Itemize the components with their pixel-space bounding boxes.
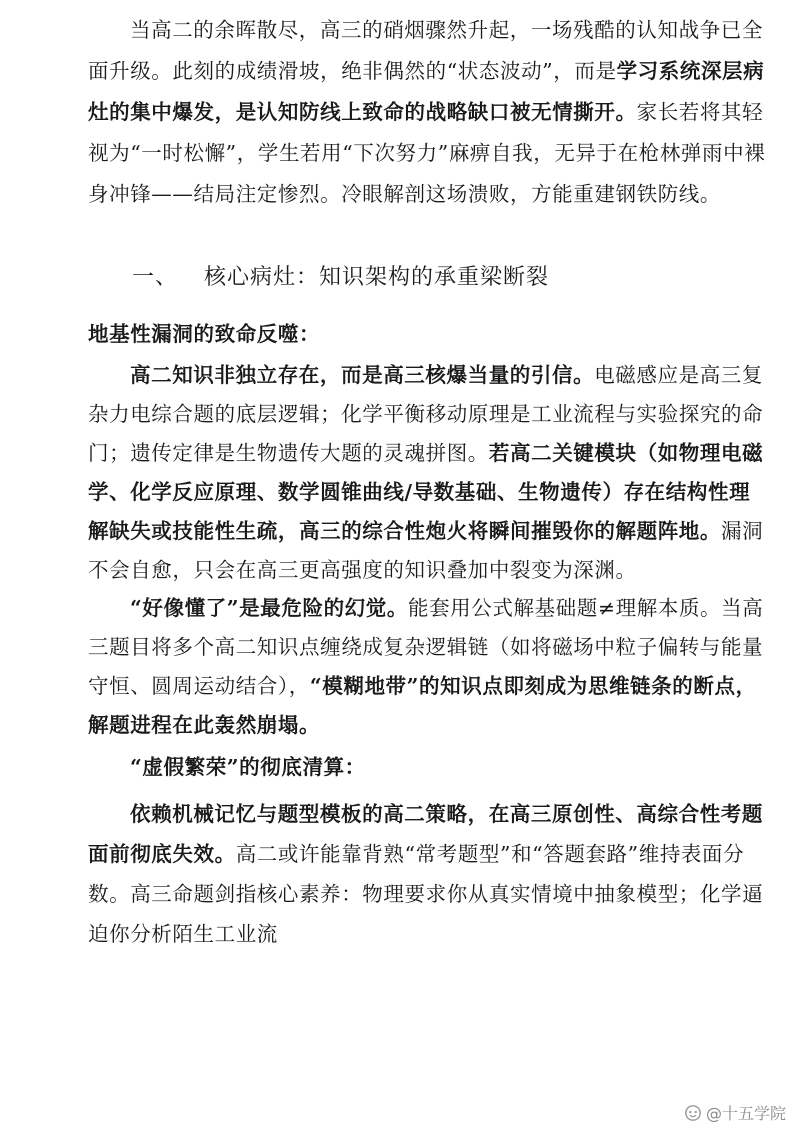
p1-text-1: 电磁感应是高三复杂力电综合题的底层逻辑；化学平衡移动原理是工业流程与实验探究的命门；遗传定律是生物遗传大题的灵魂拼图。 xyxy=(88,362,764,465)
paragraph-3 xyxy=(88,795,768,955)
p1-bold-1: 高二知识非独立存在，而是高三核爆当量的引信。 xyxy=(130,362,595,387)
zhihu-logo-icon xyxy=(684,1104,702,1122)
body-block-1 xyxy=(88,318,768,955)
intro-text-2: 家长若将其轻视为“一时松懈”，学生若用“下次努力”麻痹自我，无异于在枪林弹雨中裸身冲锋——结局注定惨烈。冷眼解剖这场溃败，方能重建钢铁防线。 xyxy=(88,100,766,206)
paragraph-1 xyxy=(88,356,768,590)
intro-block xyxy=(88,10,768,215)
p2-bold-1: “好像懂了”是最危险的幻觉。 xyxy=(130,596,408,621)
paragraph-2 xyxy=(88,589,768,745)
section-number: 一、 xyxy=(132,265,179,290)
watermark-text: @十五学院 xyxy=(705,1104,786,1123)
subheading-2: “虚假繁荣”的彻底清算： xyxy=(130,755,366,780)
intro-paragraph xyxy=(88,10,768,215)
p3-text-1: 高二或许能靠背熟“常考题型”和“答题套路”维持表面分数。高三命题剑指核心素养：物理要求你从真实情境中抽象模型；化学逼迫你分析陌生工业流 xyxy=(88,841,764,946)
intro-text-1: 当高二的余晖散尽，高三的硝烟骤然升起，一场残酷的认知战争已全面升级。此刻的成绩滑坡，绝非偶然的“状态波动”，而是 xyxy=(88,18,763,83)
subheading-1: 地基性漏洞的致命反噬： xyxy=(88,322,321,346)
intro-bold-1: 学习系统深层病灶的集中爆发，是认知防线上致命的战略缺口被无情撕开。 xyxy=(88,59,765,124)
p2-text-1: 能套用公式解基础题≠理解本质。当高三题目将多个高二知识点缠绕成复杂逻辑链（如将磁场中粒子偏转与能量守恒、圆周运动结合）， xyxy=(88,596,764,699)
section-title: 核心病灶：知识架构的承重梁断裂 xyxy=(204,265,550,290)
p3-bold-1: 依赖机械记忆与题型模板的高二策略，在高三原创性、高综合性考题面前彻底失效。 xyxy=(88,802,763,866)
watermark xyxy=(684,1101,786,1124)
p1-text-2: 漏洞不会自愈，只会在高三更高强度的知识叠加中裂变为深渊。 xyxy=(88,518,764,582)
p1-bold-2: 若高二关键模块（如物理电磁学、化学反应原理、数学圆锥曲线/导数基础、生物遗传）存在结构性理解缺失或技能性生疏，高三的综合性炮火将瞬间摧毁你的解题阵地。 xyxy=(88,440,764,543)
section-heading-1 xyxy=(132,260,549,291)
p2-bold-2: “模糊地带”的知识点即刻成为思维链条的断点，解题进程在此轰然崩塌。 xyxy=(88,674,757,738)
